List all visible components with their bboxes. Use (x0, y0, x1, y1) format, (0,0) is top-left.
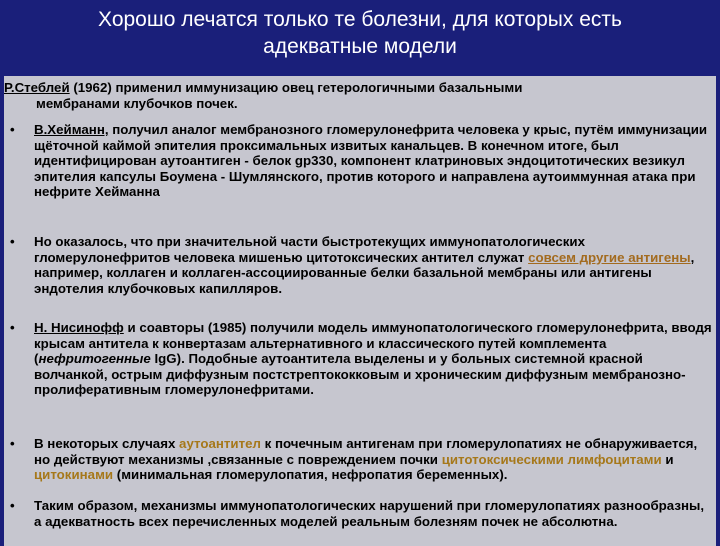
intro-paragraph (4, 80, 710, 111)
bullet-heymann (4, 122, 712, 200)
content-panel (4, 76, 716, 546)
bullet-text-mid-2: и (661, 451, 674, 467)
bullet-text (34, 436, 712, 483)
bullet-text-pre: и соавторы (1985) получили модель иммунопатологического гломерулонефрита, вводя крысам антитела к конвертазам альтернативного и классического путей комплемента ( (34, 320, 712, 367)
bullet-text (34, 320, 712, 398)
bullet-text: Таким образом, механизмы иммунопатологических нарушений при гломерулопатиях разнообразны, а адекватность всех перечисленных моделей реальным болезням почек не абсолютна. (34, 498, 705, 529)
bullet-text-post: , например, коллаген и коллаген-ассоциированные белки базальной мембраны или антигены эндотелия клубочковых капилляров. (34, 249, 695, 296)
bullet-glyph: • (10, 498, 15, 513)
bullet-text-pre: Но оказалось, что при значительной части быстротекущих иммунопатологических гломерулонефритов человека мишенью цитотоксических антител служат (34, 234, 585, 265)
author-nisinoff: Н. Нисинофф (34, 320, 124, 335)
bullet-autoantibodies (4, 436, 712, 483)
italic-nephritogenic: нефритогенные (38, 351, 151, 367)
bullet-text-post: ). Подобные аутоантитела выделены и у больных системной красной волчанкой, острым диффузным постстрептококковым и хроническим диффузным мембранозно-пролиферативным гломерулонефритами. (34, 351, 686, 398)
highlight-cytokines: цитокинами (34, 467, 114, 483)
title-line-2: адекватные модели (263, 35, 457, 58)
bullet-other-antigens (4, 234, 712, 296)
bullet-text (34, 234, 712, 296)
highlight-autoantibodies: аутоантител (179, 436, 261, 451)
author-heymann: В.Хейманн, (34, 122, 109, 137)
bullet-glyph: • (10, 320, 15, 335)
intro-line-2: мембранами клубочков почек. (36, 95, 238, 111)
bullet-glyph: • (10, 122, 15, 137)
bullet-text (34, 122, 712, 200)
igg-label: IgG (150, 351, 177, 367)
bullet-nisinoff (4, 320, 712, 398)
bullet-text-rest: получил аналог мембранозного гломерулонефрита человека у крыс, путём иммунизации щёточной каймой эпителия проксимальных извитых канальцев. В конечном итоге, был идентифицирован аутоантиген - белок gp330, компонент клатриновых эндоцитотических везикул эпителия капсулы Боумена - Шумлянского, против которого и направлена аутоиммунная атака при нефрите Хейманна (34, 122, 708, 200)
bullet-text-post: (минимальная гломерулопатия, нефропатия беременных). (113, 467, 508, 483)
bullet-glyph: • (10, 234, 15, 249)
intro-line-1-text: (1962) применил иммунизацию овец гетерологичными базальными (69, 80, 523, 95)
highlight-cytotoxic-lymphocytes: цитотоксическими лимфоцитами (441, 451, 662, 467)
slide-title (0, 6, 720, 60)
highlight-other-antigens: совсем другие антигены (528, 249, 691, 265)
bullet-conclusion (4, 498, 712, 529)
bullet-glyph: • (10, 436, 15, 451)
title-line-1: Хорошо лечатся только те болезни, для которых есть (98, 8, 622, 31)
bullet-text-pre: В некоторых случаях (34, 436, 180, 451)
author-steblay: Р.Стеблей (4, 80, 70, 95)
bullet-text-mid-1: к почечным антигенам при гломерулопатиях не обнаруживается, но действуют механизмы ,связанные с повреждением почки (34, 436, 698, 467)
intro-line-1 (4, 80, 710, 96)
